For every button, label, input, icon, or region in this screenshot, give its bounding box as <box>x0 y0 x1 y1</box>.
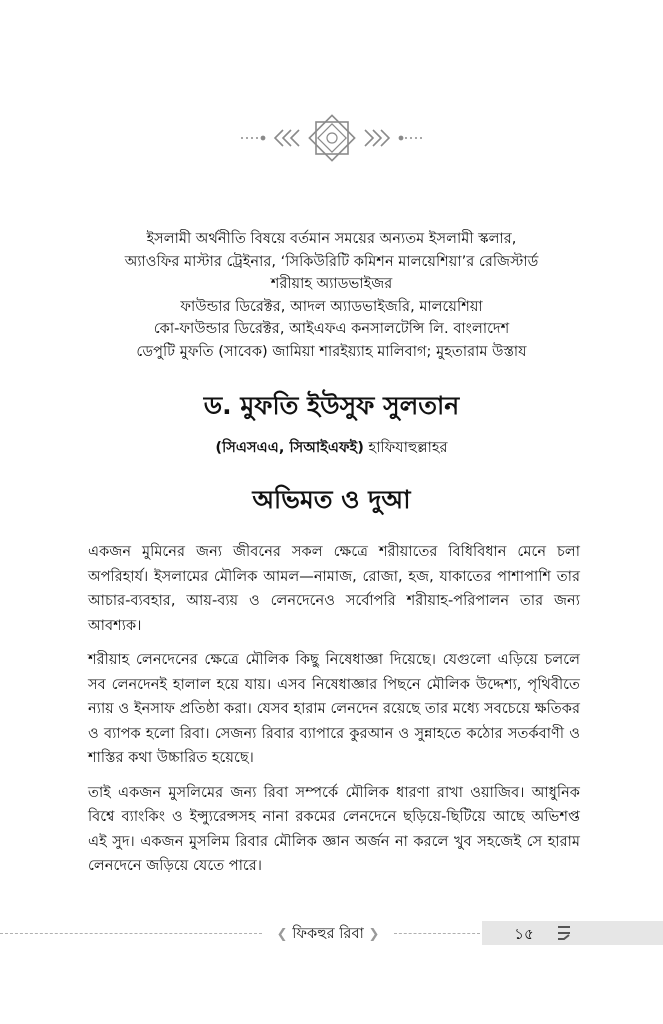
credential-line: কো-ফাউন্ডার ডিরেক্টর, আইএফএ কনসালটেন্সি লি. বাংলাদেশ <box>153 320 510 338</box>
author-name: ড. মুফতি ইউসুফ সুলতান <box>203 391 460 420</box>
credential-line: অ্যাওফির মাস্টার ট্রেইনার, ‘সিকিউরিটি কমিশন মালয়েশিয়া’র রেজিস্টার্ড <box>124 252 539 270</box>
footer-book-title <box>268 922 388 947</box>
credential-line: ফাউন্ডার ডিরেক্টর, আদল অ্যাডভাইজরি, মালয়েশিয়া <box>180 297 483 315</box>
chevron-left-icon: ❮ <box>276 927 288 942</box>
paragraph: একজন মুমিনের জন্য জীবনের সকল ক্ষেত্রে শরীয়াতের বিধিবিধান মেনে চলা অপরিহার্য। ইসলামের মৌলিক আমল—নামাজ, রোজা, হজ, যাকাতের পাশাপাশি তার আচার-ব্যবহার, আয়-ব্যয় ও লেনদেনেও সর্বোপরি শরীয়াহ-পরিপালন তার জন্য আবশ্যক। <box>88 543 580 634</box>
author-credentials <box>40 228 623 364</box>
footer-divider-left <box>0 933 262 934</box>
page-marker-icon <box>556 924 572 944</box>
page-footer <box>0 920 663 948</box>
author-qualifications <box>0 436 663 460</box>
paragraph: শরীয়াহ লেনদেনের ক্ষেত্রে মৌলিক কিছু নিষেধাজ্ঞা দিয়েছে। যেগুলো এড়িয়ে চললে সব লেনদেনই হালাল হয়ে যায়। এসব নিষেধাজ্ঞার পিছনে মৌলিক উদ্দেশ্য, পৃথিবীতে ন্যায় ও ইনসাফ প্রতিষ্ঠা করা। যেসব হারাম লেনদেন রয়েছে তার মধ্যে সবচেয়ে ক্ষতিকর ও ব্যাপক হলো রিবা। সেজন্য রিবার ব্যাপারে কুরআন ও সুন্নাহতে কঠোর সতর্কবাণী ও শাস্তির কথা উচ্চারিত হয়েছে। <box>88 651 580 766</box>
star-ornament-icon <box>237 112 427 164</box>
page-number: ১৫ <box>514 925 534 943</box>
header-ornament <box>0 112 663 164</box>
chevron-right-icon: ❯ <box>368 927 380 942</box>
qualification-abbrev: (সিএসএএ, সিআইএফই) <box>215 439 364 456</box>
credential-line: ইসলামী অর্থনীতি বিষয়ে বর্তমান সময়ের অন্যতম ইসলামী স্কলার, <box>146 230 517 247</box>
book-title-text: ফিকহুর রিবা <box>292 925 364 942</box>
credential-line: ডেপুটি মুফতি (সাবেক) জামিয়া শারইয়্যাহ মালিবাগ; মুহতারাম উস্তায <box>136 342 527 360</box>
footer-divider-right <box>394 933 480 934</box>
honorific: হাফিযাহুল্লাহর <box>363 439 448 456</box>
credential-line: শরীয়াহ অ্যাডভাইজর <box>270 275 393 293</box>
body-text <box>88 540 580 889</box>
paragraph: তাই একজন মুসলিমের জন্য রিবা সম্পর্কে মৌলিক ধারণা রাখা ওয়াজিব। আধুনিক বিশ্বে ব্যাংকিং ও ইন্স্যুরেন্সসহ নানা রকমের লেনদেনে ছড়িয়ে-ছিটিয়ে আছে অভিশপ্ত এই সুদ। একজন মুসলিম রিবার মৌলিক জ্ঞান অর্জন না করলে খুব সহজেই সে হারাম লেনদেনে জড়িয়ে যেতে পারে। <box>88 783 580 874</box>
section-title: অভিমত ও দুআ <box>252 485 411 514</box>
